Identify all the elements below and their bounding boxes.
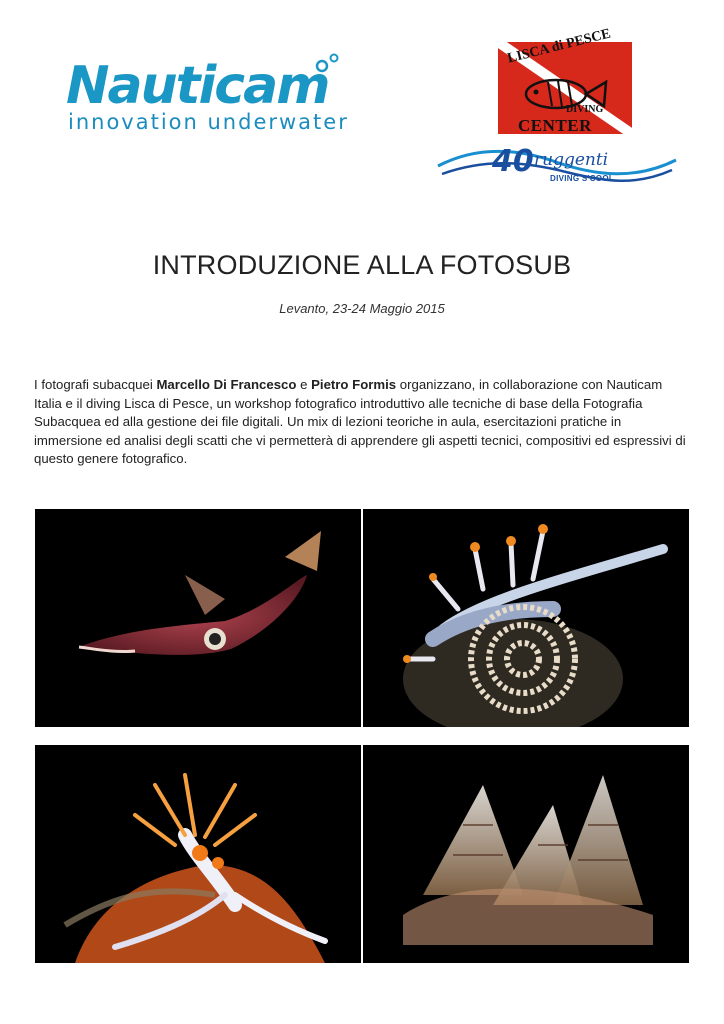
nauticam-logo-word: Nauticam: [66, 56, 329, 116]
intro-text-2: e: [296, 377, 312, 392]
photographer-name-2: Pietro Formis: [311, 377, 397, 392]
lisca-logo-line3: CENTER: [518, 116, 592, 135]
lisca-logo-line1: LISCA di PESCE: [506, 26, 613, 67]
ruggenti-logo-number: 40: [492, 144, 534, 179]
intro-text-1: I fotografi subacquei: [34, 377, 157, 392]
nauticam-tagline: innovation underwater: [68, 110, 349, 134]
photographer-name-1: Marcello Di Francesco: [156, 377, 297, 392]
photo-nudibranch-sponge: [35, 745, 361, 963]
intro-text-3: organizzano, in collaborazione con Nauticam Italia e il diving Lisca di Pesce, un workshop fotografico introduttivo alle tecniche di base della Fotografia Subacquea ed alla gestione dei file digitali. Un mix di lezioni teoriche in aula, esercitazioni pratiche in immersione ed analisi degli scatti che vi permetterà di apprendere gli aspetti tecnici, compositivi ed espressivi di questo genere fotografico.: [34, 377, 686, 467]
bubbles-icon: [314, 52, 354, 74]
ruggenti-logo: [436, 140, 680, 192]
intro-paragraph: [34, 376, 690, 469]
photo-squid: [35, 509, 361, 727]
photo-nudibranch-cerata: [363, 745, 689, 963]
event-date: Levanto, 23-24 Maggio 2015: [279, 301, 445, 316]
ruggenti-logo-sub: DIVING S'COOL: [550, 174, 615, 183]
lisca-di-pesce-logo: [498, 26, 632, 135]
photo-nudibranch-egg-ribbon: [363, 509, 689, 727]
ruggenti-logo-script: ruggenti: [534, 150, 609, 170]
page-title: INTRODUZIONE ALLA FOTOSUB: [152, 250, 572, 280]
nauticam-logo: [66, 58, 412, 134]
lisca-logo-line2: DIVING: [566, 104, 604, 115]
